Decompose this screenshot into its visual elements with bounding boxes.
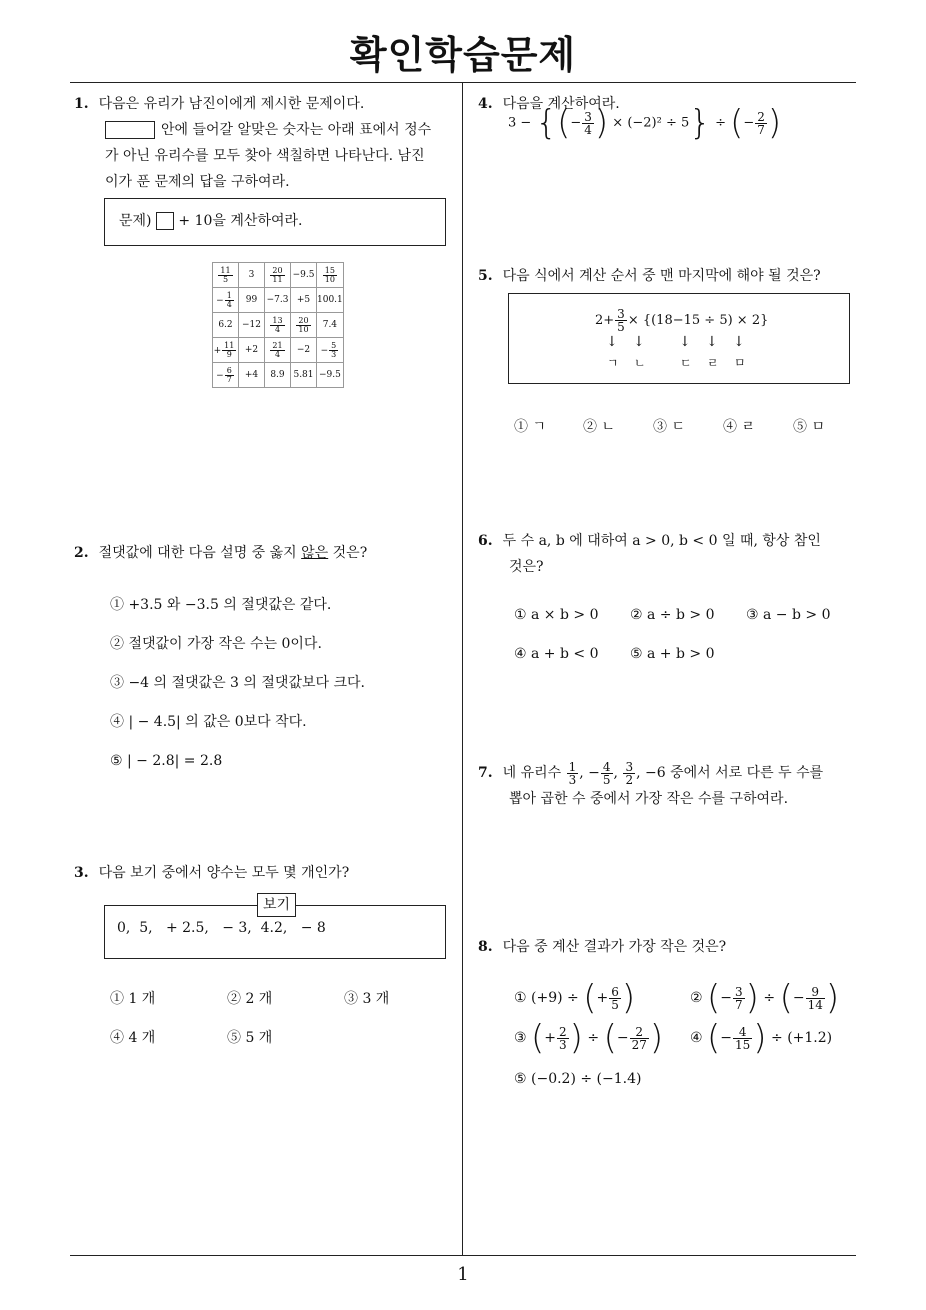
fraction: $\frac{15}{10}$ xyxy=(324,265,335,284)
q8-stem: 다음 중 계산 결과가 가장 작은 것은? xyxy=(502,939,727,955)
column-divider xyxy=(462,82,463,1256)
q6-line2: 것은? xyxy=(509,559,544,575)
fraction: $\frac{6}{7}$ xyxy=(226,365,232,384)
q6-option-4[interactable]: ④ a + b < 0 xyxy=(514,646,599,662)
fraction: $\frac{3}{7}$ xyxy=(735,984,743,1012)
fraction: $\frac{21}{4}$ xyxy=(272,340,283,359)
expr-start: 3 − xyxy=(508,115,532,131)
arrow-3: ↓ xyxy=(679,334,691,350)
question-1 xyxy=(74,91,454,195)
grid-cell xyxy=(265,338,291,363)
grid-cell: + $\frac{11}{9}$ xyxy=(213,338,239,363)
q6-option-5[interactable]: ⑤ a + b > 0 xyxy=(630,646,715,662)
arrow-4: ↓ xyxy=(706,334,718,350)
expr-div: ÷ xyxy=(715,115,726,131)
page-number: 1 xyxy=(457,1264,469,1285)
question-number: 7. xyxy=(478,765,493,781)
grid-cell: +4 xyxy=(239,363,265,388)
q1-line4: 이가 푼 문제의 답을 구하여라. xyxy=(105,174,290,190)
order-box xyxy=(508,293,850,384)
q2-option-4[interactable]: ④ | − 4.5| 의 값은 0보다 작다. xyxy=(110,714,307,730)
q2-option-1[interactable]: ① +3.5 와 −3.5 의 절댓값은 같다. xyxy=(110,597,332,613)
grid-cell xyxy=(291,313,317,338)
fraction: $\frac{1}{4}$ xyxy=(226,290,232,309)
problem-prefix: 문제) xyxy=(119,213,152,229)
grid-cell: 8.9 xyxy=(265,363,291,388)
step-label-1: ㄱ xyxy=(607,356,619,370)
fraction: $\frac{11}{9}$ xyxy=(224,340,235,359)
q8-option-2[interactable]: ② (− $\frac{3}{7}$ ) ÷ (− $\frac{9}{14}$ ) xyxy=(690,978,840,1018)
grid-cell xyxy=(213,263,239,288)
fraction: $\frac{11}{5}$ xyxy=(220,265,231,284)
q3-option-3[interactable]: ③ 3 개 xyxy=(344,991,390,1007)
q5-option-3[interactable]: ③ ㄷ xyxy=(653,419,685,435)
grid-cell: 7.4 xyxy=(317,313,344,338)
q8-option-1[interactable]: ① (+9) ÷ (+ $\frac{6}{5}$ ) xyxy=(514,978,636,1018)
q5-option-2[interactable]: ② ㄴ xyxy=(583,419,615,435)
fraction: $\frac{2}{7}$ xyxy=(757,109,765,137)
grid-cell: +2 xyxy=(239,338,265,363)
step-label-4: ㄹ xyxy=(707,356,719,370)
q8-option-3[interactable]: ③ (+ $\frac{2}{3}$ ) ÷ (− $\frac{2}{27}$ ) xyxy=(514,1018,664,1058)
grid-cell: −9.5 xyxy=(291,263,317,288)
fraction: $\frac{2}{27}$ xyxy=(631,1024,647,1052)
grid-row xyxy=(213,313,344,338)
fraction: $\frac{1}{3}$ xyxy=(568,759,577,787)
arrow-5: ↓ xyxy=(733,334,745,350)
q3-option-5[interactable]: ⑤ 5 개 xyxy=(227,1030,273,1046)
grid-row xyxy=(213,363,344,388)
grid-cell xyxy=(265,263,291,288)
q2-stem-a: 절댓값에 대한 다음 설명 중 옳지 xyxy=(98,545,302,561)
fraction: $\frac{3}{5}$ xyxy=(617,307,625,334)
fraction: $\frac{5}{3}$ xyxy=(331,340,337,359)
step-label-5: ㅁ xyxy=(734,356,746,370)
grid-cell: − $\frac{5}{3}$ xyxy=(317,338,344,363)
q7-pre: 네 유리수 xyxy=(502,765,562,781)
q7-post: −6 중에서 서로 다른 두 수를 xyxy=(645,765,824,781)
grid-cell: 100.1 xyxy=(317,288,344,313)
number-grid xyxy=(212,262,344,388)
answer-blank-box xyxy=(105,121,155,139)
question-number: 6. xyxy=(478,533,493,549)
problem-box xyxy=(104,198,446,246)
arrow-2: ↓ xyxy=(633,334,645,350)
example-box xyxy=(104,897,446,959)
fraction: $\frac{2}{3}$ xyxy=(559,1024,567,1052)
q3-option-4[interactable]: ④ 4 개 xyxy=(110,1030,156,1046)
expr-mid: × (−2)² ÷ 5 xyxy=(612,115,690,131)
grid-cell: 5.81 xyxy=(291,363,317,388)
question-6 xyxy=(478,528,868,580)
page-title: 확인학습문제 xyxy=(349,33,577,77)
fraction: $\frac{4}{15}$ xyxy=(735,1024,751,1052)
q5-option-5[interactable]: ⑤ ㅁ xyxy=(793,419,825,435)
q3-stem: 다음 보기 중에서 양수는 모두 몇 개인가? xyxy=(98,865,350,881)
fraction: $\frac{3}{4}$ xyxy=(584,109,592,137)
question-number: 1. xyxy=(74,96,89,112)
q6-option-1[interactable]: ① a × b > 0 xyxy=(514,607,599,623)
grid-cell: 6.2 xyxy=(213,313,239,338)
fraction: $\frac{13}{4}$ xyxy=(272,315,283,334)
q6-option-3[interactable]: ③ a − b > 0 xyxy=(746,607,831,623)
q5-stem: 다음 식에서 계산 순서 중 맨 마지막에 해야 될 것은? xyxy=(502,268,821,284)
grid-row xyxy=(213,263,344,288)
question-2 xyxy=(74,540,454,566)
q3-option-2[interactable]: ② 2 개 xyxy=(227,991,273,1007)
fraction: $\frac{20}{11}$ xyxy=(272,265,283,284)
step-label-2: ㄴ xyxy=(634,356,646,370)
top-rule xyxy=(70,82,856,83)
fraction: $\frac{6}{5}$ xyxy=(611,984,619,1012)
arrow-1: ↓ xyxy=(606,334,618,350)
q5-expression: 2+ $\frac{3}{5}$ × {(18−15 ÷ 5) × 2} xyxy=(595,307,769,334)
grid-cell: −12 xyxy=(239,313,265,338)
q2-stem-b: 것은? xyxy=(328,545,368,561)
q6-line1: 두 수 a, b 에 대하여 a > 0, b < 0 일 때, 항상 참인 xyxy=(502,533,821,549)
question-7: 7. 네 유리수 $\frac{1}{3}$ , − $\frac{4}{5}$ , $\frac{3}{2}$ , −6 중에서 서로 다른 두 수를 뽑아 곱한 수 중에서 가장 작은 수를 구하여라. xyxy=(478,760,868,812)
grid-cell: − $\frac{6}{7}$ xyxy=(213,363,239,388)
question-number: 8. xyxy=(478,939,493,955)
bottom-rule xyxy=(70,1255,856,1256)
q2-option-2[interactable]: ② 절댓값이 가장 작은 수는 0이다. xyxy=(110,636,322,652)
question-number: 2. xyxy=(74,545,89,561)
q1-line1: 다음은 유리가 남진이에게 제시한 문제이다. xyxy=(98,96,365,112)
question-3 xyxy=(74,860,454,886)
q2-option-5[interactable]: ⑤ | − 2.8| = 2.8 xyxy=(110,753,223,769)
example-box-content: 0, 5, + 2.5, − 3, 4.2, − 8 xyxy=(117,920,326,936)
grid-cell: − $\frac{1}{4}$ xyxy=(213,288,239,313)
grid-cell xyxy=(265,313,291,338)
q1-line2: 안에 들어갈 알맞은 숫자는 아래 표에서 정수 xyxy=(161,122,432,138)
grid-cell xyxy=(317,263,344,288)
q4-stem: 다음을 계산하여라. xyxy=(502,96,620,112)
inline-blank-box xyxy=(156,212,174,230)
q2-option-3[interactable]: ③ −4 의 절댓값은 3 의 절댓값보다 크다. xyxy=(110,675,365,691)
fraction: $\frac{9}{14}$ xyxy=(807,984,823,1012)
q7-line2: 뽑아 곱한 수 중에서 가장 작은 수를 구하여라. xyxy=(509,791,789,807)
q5-option-4[interactable]: ④ ㄹ xyxy=(723,419,755,435)
q6-option-2[interactable]: ② a ÷ b > 0 xyxy=(630,607,715,623)
question-5 xyxy=(478,263,868,289)
grid-cell: 99 xyxy=(239,288,265,313)
problem-suffix: + 10을 계산하여라. xyxy=(178,213,303,229)
grid-row xyxy=(213,288,344,313)
grid-cell: −7.3 xyxy=(265,288,291,313)
q8-option-5[interactable]: ⑤ (−0.2) ÷ (−1.4) xyxy=(514,1071,642,1087)
grid-cell: 3 xyxy=(239,263,265,288)
q1-line3: 가 아닌 유리수를 모두 찾아 색칠하면 나타난다. 남진 xyxy=(105,148,425,164)
fraction: $\frac{3}{2}$ xyxy=(625,759,634,787)
fraction: $\frac{20}{10}$ xyxy=(298,315,309,334)
q2-stem-underlined: 않은 xyxy=(301,545,329,561)
grid-cell: −2 xyxy=(291,338,317,363)
fraction: $\frac{4}{5}$ xyxy=(602,759,611,787)
question-number: 3. xyxy=(74,865,89,881)
question-number: 4. xyxy=(478,96,493,112)
grid-row xyxy=(213,338,344,363)
grid-cell: +5 xyxy=(291,288,317,313)
example-box-label: 보기 xyxy=(257,893,296,917)
q3-option-1[interactable]: ① 1 개 xyxy=(110,991,156,1007)
q5-option-1[interactable]: ① ㄱ xyxy=(514,419,546,435)
question-8 xyxy=(478,934,868,960)
q4-expression: 3 − {(− $\frac{3}{4}$ ) × (−2)² ÷ 5} ÷ (− $\frac{2}{7}$ ) xyxy=(508,103,782,143)
question-number: 5. xyxy=(478,268,493,284)
grid-cell: −9.5 xyxy=(317,363,344,388)
q8-option-4[interactable]: ④ (− $\frac{4}{15}$ ) ÷ (+1.2) xyxy=(690,1018,833,1058)
step-label-3: ㄷ xyxy=(680,356,692,370)
